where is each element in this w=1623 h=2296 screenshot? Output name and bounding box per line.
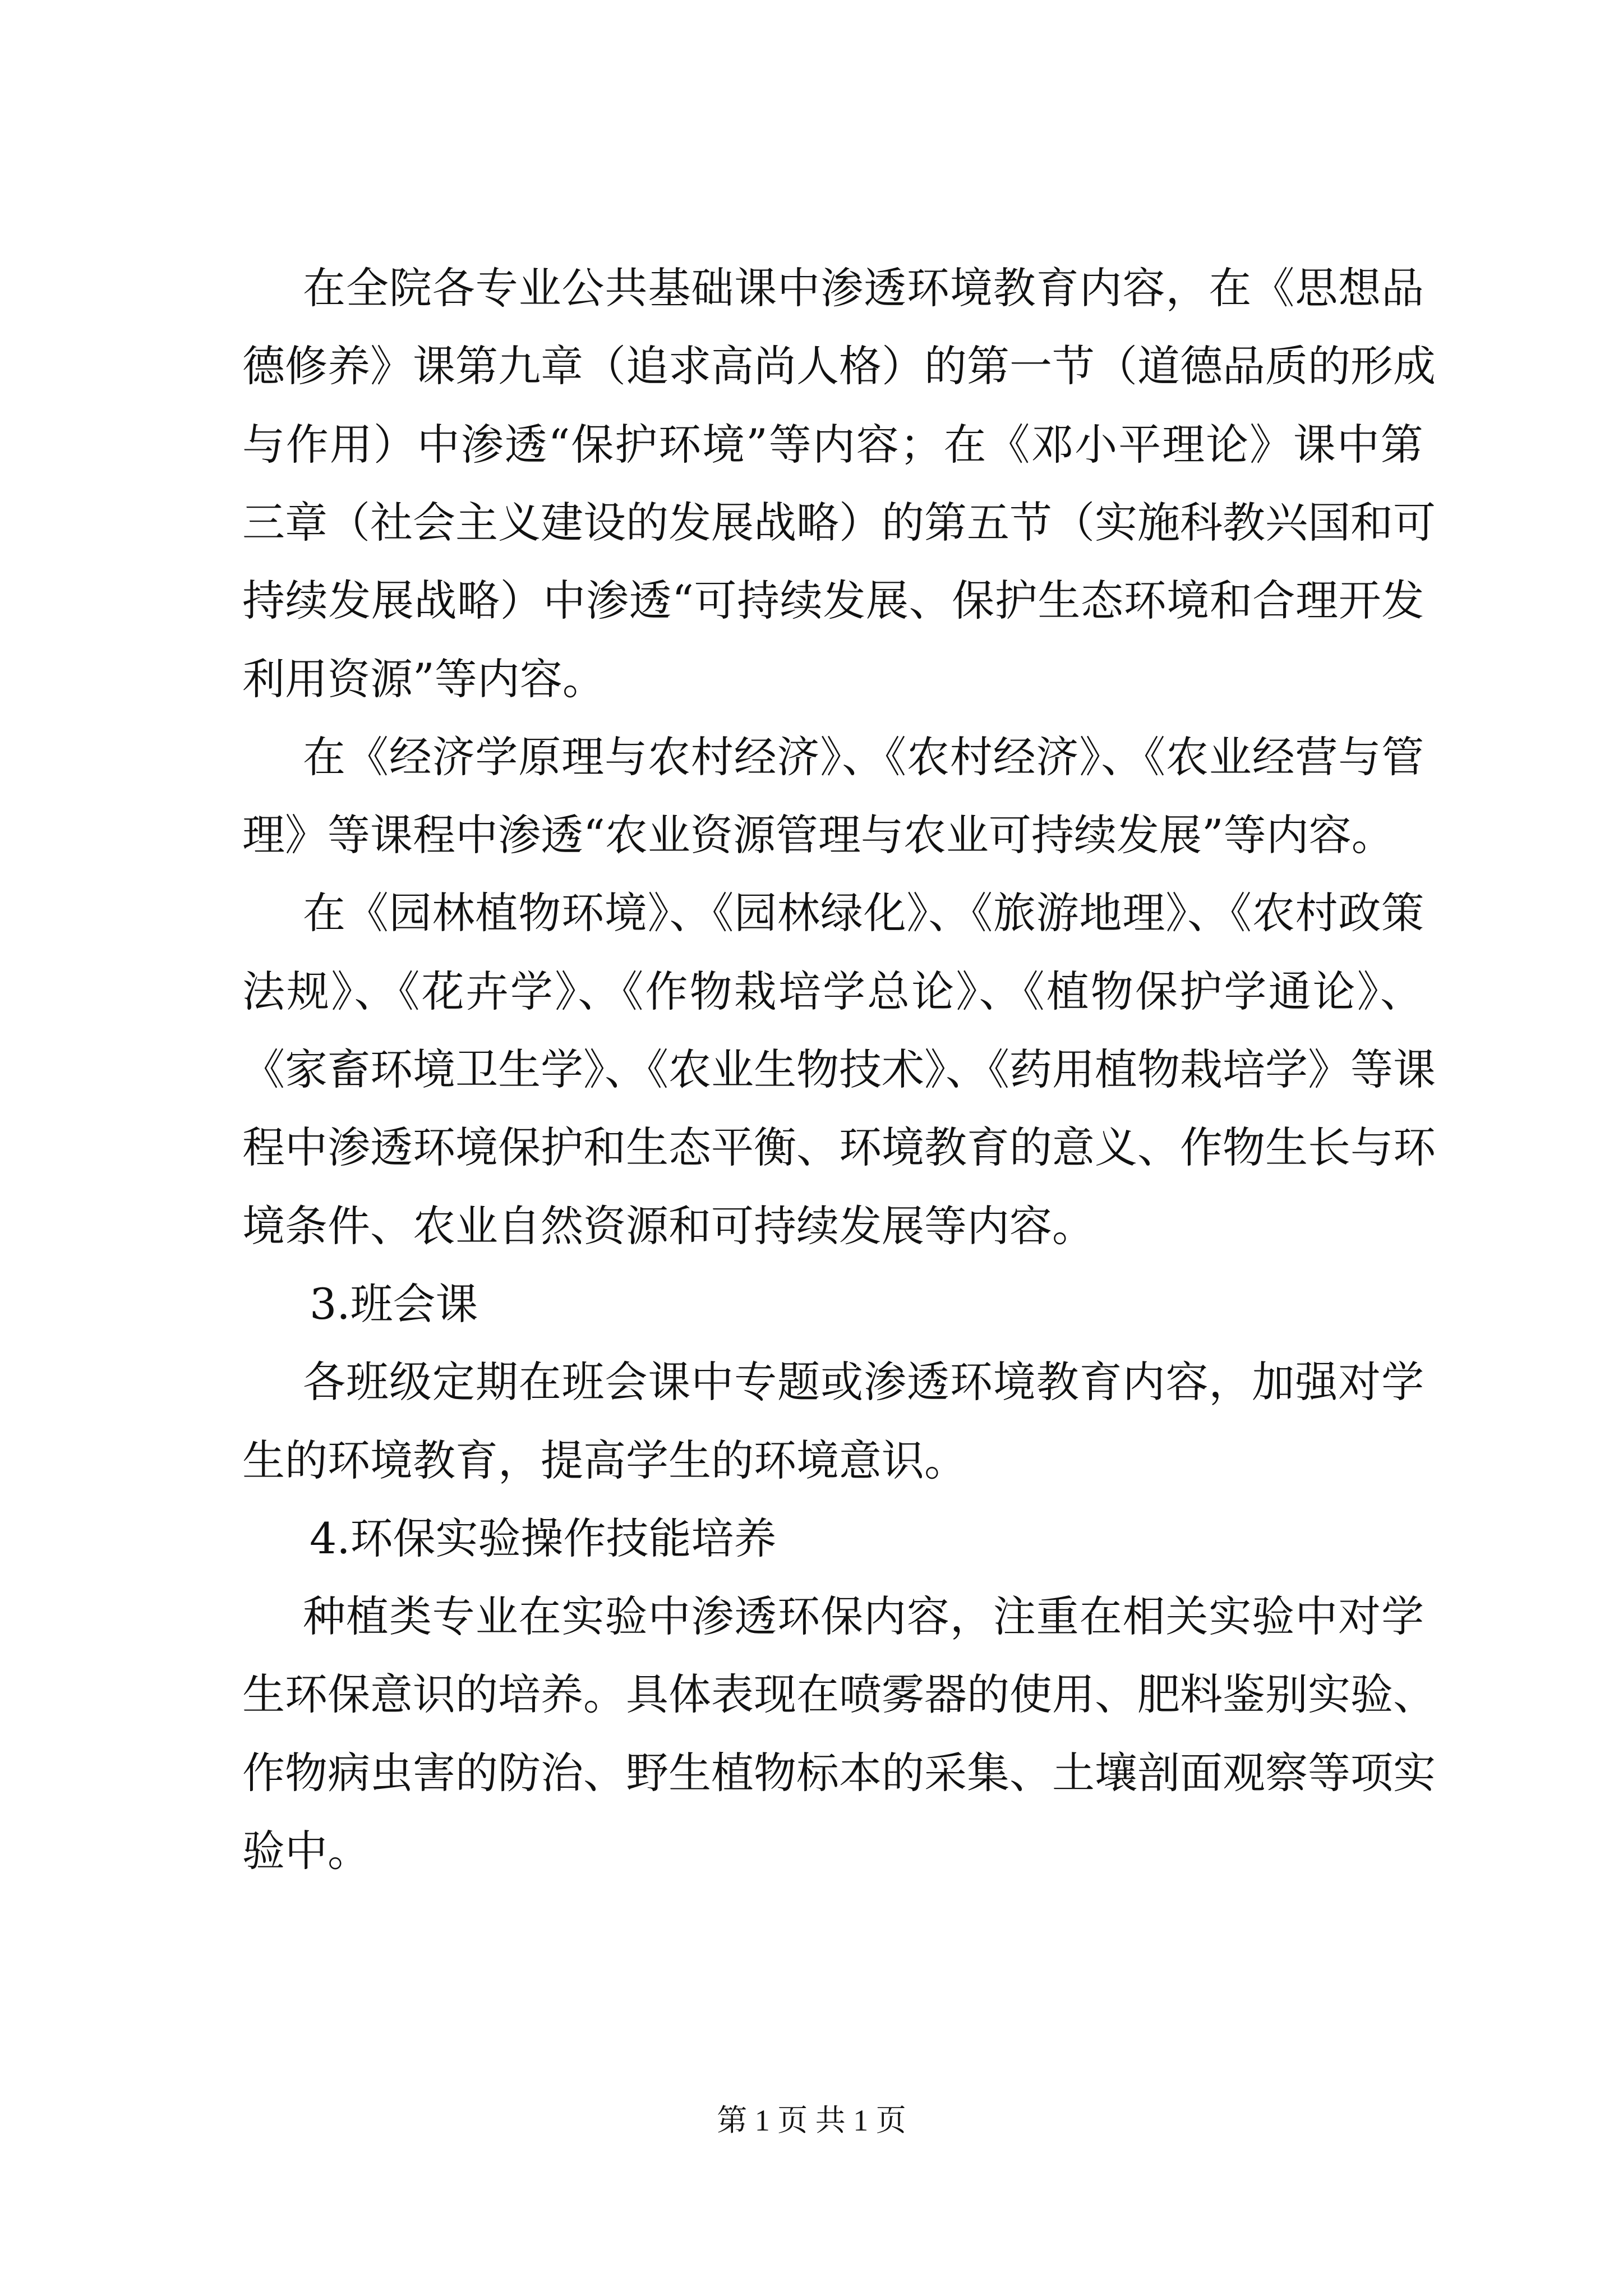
paragraph-line: 三章（社会主义建设的发展战略）的第五节（实施科教兴国和可 bbox=[242, 498, 1436, 547]
paragraph-line: 德修养》课第九章（追求高尚人格）的第一节（道德品质的形成 bbox=[242, 341, 1436, 391]
heading-line: 4.环保实验操作技能培养 bbox=[310, 1513, 777, 1563]
paragraph-line: 种植类专业在实验中渗透环保内容，注重在相关实验中对学 bbox=[303, 1591, 1424, 1641]
paragraph-line: 境条件、农业自然资源和可持续发展等内容。 bbox=[242, 1201, 1095, 1251]
paragraph-line: 在全院各专业公共基础课中渗透环境教育内容，在《思想品 bbox=[303, 263, 1424, 313]
heading-line: 3.班会课 bbox=[310, 1279, 478, 1329]
paragraph-line: 与作用）中渗透“保护环境”等内容；在《邓小平理论》课中第 bbox=[242, 420, 1424, 470]
page-footer: 第 1 页 共 1 页 bbox=[717, 2104, 906, 2137]
paragraph-line: 《家畜环境卫生学》、《农业生物技术》、《药用植物栽培学》等课 bbox=[242, 1045, 1436, 1094]
paragraph-line: 各班级定期在班会课中专题或渗透环境教育内容，加强对学 bbox=[303, 1357, 1424, 1407]
paragraph-line: 作物病虫害的防治、野生植物标本的采集、土壤剖面观察等项实 bbox=[242, 1748, 1436, 1798]
paragraph-line: 利用资源”等内容。 bbox=[242, 654, 605, 704]
paragraph-line: 验中。 bbox=[242, 1826, 370, 1876]
paragraph-line: 持续发展战略）中渗透“可持续发展、保护生态环境和合理开发 bbox=[242, 576, 1424, 625]
paragraph-line: 法规》、《花卉学》、《作物栽培学总论》、《植物保护学通论》、 bbox=[242, 967, 1424, 1016]
paragraph-line: 程中渗透环境保护和生态平衡、环境教育的意义、作物生长与环 bbox=[242, 1122, 1436, 1172]
paragraph-line: 在《园林植物环境》、《园林绿化》、《旅游地理》、《农村政策 bbox=[303, 888, 1424, 938]
paragraph-line: 在《经济学原理与农村经济》、《农村经济》、《农业经营与管 bbox=[303, 732, 1424, 782]
paragraph-line: 理》等课程中渗透“农业资源管理与农业可持续发展”等内容。 bbox=[242, 810, 1394, 860]
paragraph-line: 生环保意识的培养。具体表现在喷雾器的使用、肥料鉴别实验、 bbox=[242, 1669, 1436, 1719]
paragraph-line: 生的环境教育，提高学生的环境意识。 bbox=[242, 1435, 967, 1485]
